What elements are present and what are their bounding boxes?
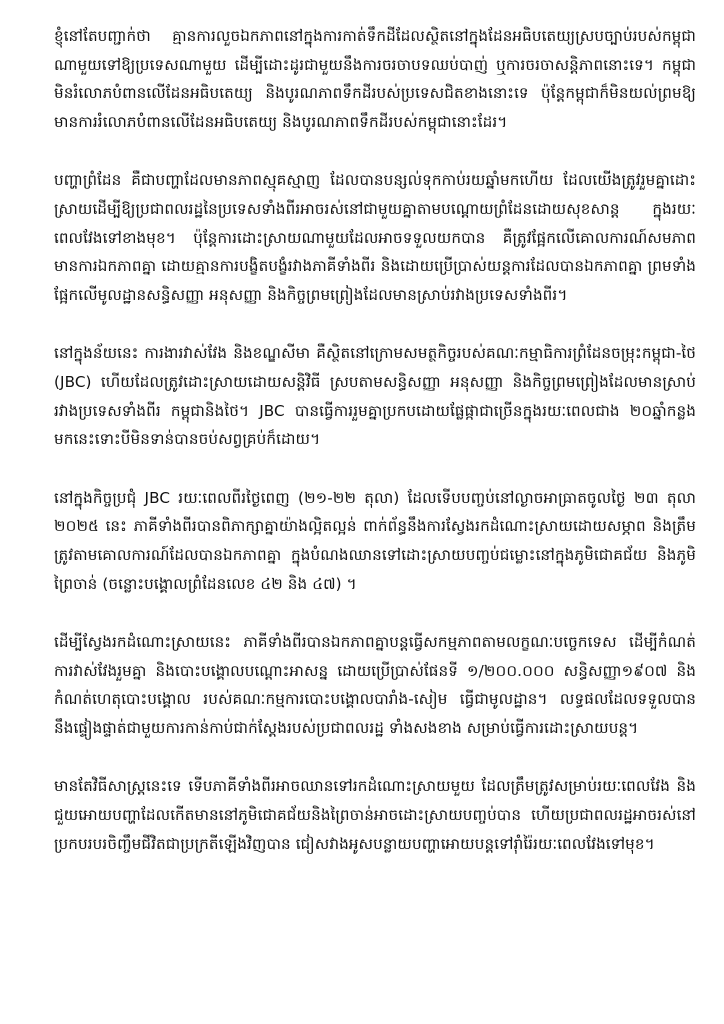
paragraph-4: នៅក្នុងកិច្ចប្រជុំ JBC រយៈពេលពីរថ្ងៃពេញ (២១-២២ តុលា) ដែលទើបបញ្ចប់នៅល្ងាចអាធ្រាតចូលថ្ងៃ ២៣ តុលា ២០២៥ នេះ ភាគីទាំងពីរបានពិភាក្សាគ្នាយ៉ាងល្អិតល្អន់ ពាក់ព័ន្ធនឹងការស្វែងរកដំណោះស្រាយដោយសម្ភាព និងត្រឹមត្រូវតាមគោលការណ៍ដែលបានឯកភាពគ្នា ក្នុងបំណងឈានទៅដោះស្រាយបញ្ចប់ជម្លោះនៅក្នុងភូមិជោគជ័យ និងភូមិព្រៃចាន់ (ចន្លោះបង្គោលព្រំដែនលេខ ៤២ និង ៤៧) ។	[54, 488, 696, 593]
paragraph-6: មានតែវិធីសាស្ត្រនេះទេ ទើបភាគីទាំងពីរអាចឈានទៅរកដំណោះស្រាយមួយ ដែលត្រឹមត្រូវសម្រាប់រយៈពេលវែង និងជួយអោយបញ្ហាដែលកើតមាននៅភូមិជោគជ័យនិងព្រៃចាន់អាចដោះស្រាយបញ្ចប់បាន ហើយប្រជាពលរដ្ឋអាចរស់នៅប្រកបរបរចិញ្ចឹមជីវិតជាប្រក្រតីឡើងវិញបាន ជៀសវាងអូសបន្លាយបញ្ហាអោយបន្តទៅរ៉ាំរ៉ៃរយៈពេលវែងទៅមុខ។	[54, 777, 696, 853]
paragraph-5: ដើម្បីស្វែងរកដំណោះស្រាយនេះ ភាគីទាំងពីរបានឯកភាពគ្នាបន្តធ្វើសកម្មភាពតាមលក្ខណៈបច្ចេកទេស ដើម្បីកំណត់ការវាស់វែងរួមគ្នា និងបោះបង្គោលបណ្ដោះអាសន្ន ដោយប្រើប្រាស់ផែនទី ១/២០០.០០០ សន្ធិសញ្ញា១៩០៧ និងកំណត់ហេតុបោះបង្គោល របស់គណៈកម្មការបោះបង្គោលបារាំង-សៀម ធ្វើជាមូលដ្ឋាន។ លទ្ធផលដែលទទួលបាន នឹងផ្ទៀងផ្ទាត់ជាមួយការកាន់កាប់ជាក់ស្តែងរបស់ប្រជាពលរដ្ឋ ទាំងសងខាង សម្រាប់ធ្វើការដោះស្រាយបន្ត។	[54, 633, 696, 737]
paragraph-1: ខ្ញុំនៅតែបញ្ជាក់ថា គ្មានការលួចឯកភាពនៅក្នុងការកាត់ទឹកដីដែលស្ថិតនៅក្នុងដែនអធិបតេយ្យស្របច្បាប់របស់កម្ពុជាណាមួយទៅឱ្យប្រទេសណាមួយ ដើម្បីដោះដូរជាមួយនឹងការចរចាបទឈប់បាញ់ ឬការចរចាសន្តិភាពនោះទេ។ កម្ពុជាមិនរំលោភបំពានលើដែនអធិបតេយ្យ និងបូរណភាពទឹកដីរបស់ប្រទេសជិតខាងនោះទេ ប៉ុន្តែកម្ពុជាក៏មិនយល់ព្រមឱ្យមានការរំលោភបំពានលើដែនអធិបតេយ្យ និងបូរណភាពទឹកដីរបស់កម្ពុជានោះដែរ។	[54, 27, 696, 131]
paragraph-2: បញ្ហាព្រំដែន គឺជាបញ្ហាដែលមានភាពស្មុគស្មាញ ដែលបានបន្សល់ទុកកាប់រយឆ្នាំមកហើយ ដែលយើងត្រូវរួមគ្នាដោះស្រាយដើម្បីឱ្យប្រជាពលរដ្ឋនៃប្រទេសទាំងពីរអាចរស់នៅជាមួយគ្នាតាមបណ្តោយព្រំដែនដោយសុខសាន្ត ក្នុងរយៈពេលវែងទៅខាងមុខ។ ប៉ុន្តែការដោះស្រាយណាមួយដែលអាចទទួលយកបាន គឺត្រូវផ្អែកលើគោលការណ៍សមភាព មានការឯកភាពគ្នា ដោយគ្មានការបង្ខិតបង្ខំរវាងភាគីទាំងពីរ និងដោយប្រើប្រាស់យន្តការដែលបានឯកភាពគ្នា ព្រមទាំងផ្អែកលើមូលដ្ឋានសន្ធិសញ្ញា អនុសញ្ញា និងកិច្ចព្រមព្រៀងដែលមានស្រាប់រវាងប្រទេសទាំងពីរ។	[54, 171, 696, 304]
paragraph-3: នៅក្នុងន័យនេះ ការងារវាស់វែង និងខណ្ឌសីមា គឺស្ថិតនៅក្រោមសមត្ថកិច្ចរបស់គណៈកម្មាធិការព្រំដែនចម្រុះកម្ពុជា-ថៃ (JBC) ហើយដែលត្រូវដោះស្រាយដោយសន្តិវិធី ស្របតាមសន្ធិសញ្ញា អនុសញ្ញា និងកិច្ចព្រមព្រៀងដែលមានស្រាប់រវាងប្រទេសទាំងពីរ កម្ពុជានិងថៃ។ JBC បានធ្វើការរួមគ្នាប្រកបដោយផ្លែផ្កាជាច្រើនក្នុងរយៈពេលជាង ២០ឆ្នាំកន្លងមកនេះទោះបីមិនទាន់បានចប់សព្វគ្រប់ក៏ដោយ។	[54, 344, 696, 449]
